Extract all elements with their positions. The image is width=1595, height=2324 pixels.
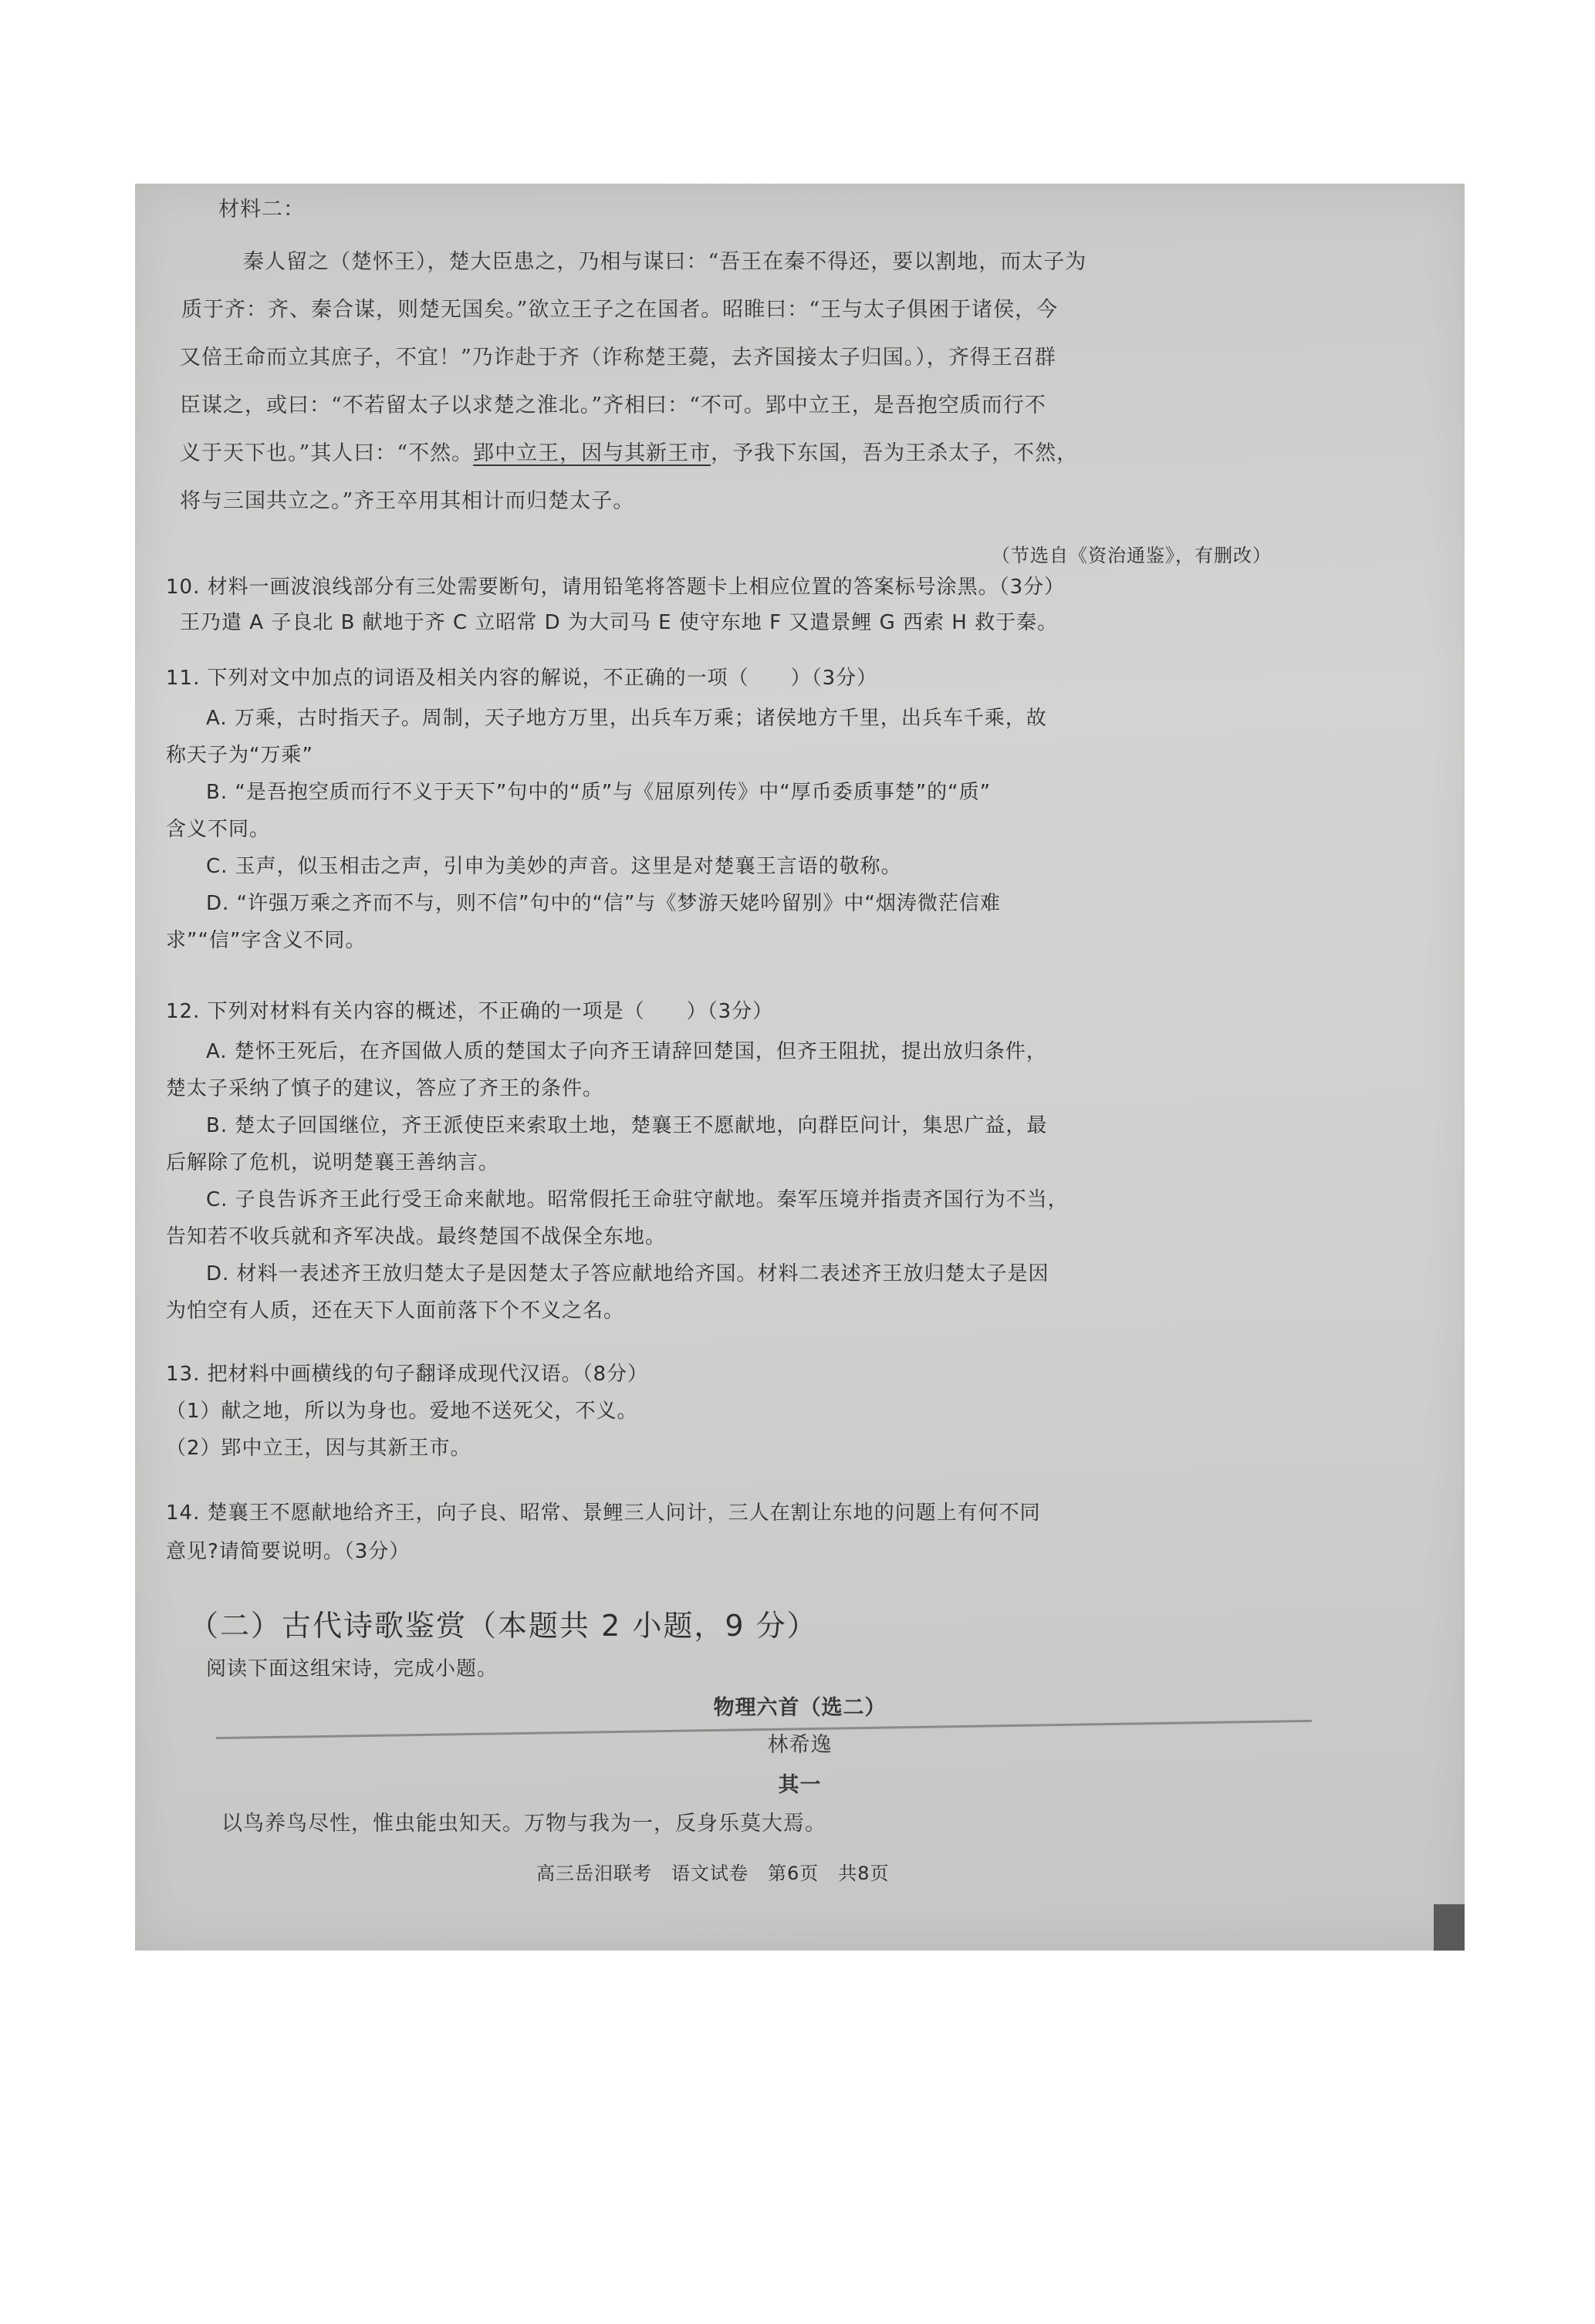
question-13-stem: 13. 把材料中画横线的句子翻译成现代汉语。（8分） — [166, 1363, 649, 1386]
poem-part: 其一 — [778, 1773, 822, 1797]
option-line: 楚太子采纳了慎子的建议，答应了齐王的条件。 — [166, 1077, 604, 1100]
option-line: 称天子为“万乘” — [166, 744, 313, 767]
exam-page — [135, 184, 1465, 1951]
option-line: 含义不同。 — [166, 818, 271, 841]
option-line: 告知若不收兵就和齐军决战。最终楚国不战保全东地。 — [166, 1225, 667, 1248]
table-edge — [1434, 1904, 1465, 1951]
question-11-stem: 11. 下列对文中加点的词语及相关内容的解说，不正确的一项（ ）（3分） — [166, 667, 878, 690]
material-line — [180, 443, 1078, 464]
material-line: 将与三国共立之。”齐王卒用其相计而归楚太子。 — [180, 489, 635, 513]
question-12-stem: 12. 下列对材料有关内容的概述，不正确的一项是（ ）（3分） — [166, 1000, 774, 1023]
material-line: 又倍王命而立其庶子，不宜！”乃诈赴于齐（诈称楚王薨，去齐国接太子归国。），齐得王召群 — [180, 346, 1056, 370]
material-line: 秦人留之（楚怀王），楚大臣患之，乃相与谋曰：“吾王在秦不得还，要以割地，而太子为 — [243, 250, 1087, 274]
page-footer: 高三岳汨联考 语文试卷 第6页 共8页 — [536, 1863, 890, 1884]
material-heading: 材料二： — [218, 198, 305, 221]
option-line: C. 子良告诉齐王此行受王命来献地。昭常假托王命驻守献地。秦军压境并指责齐国行为不当， — [206, 1188, 1069, 1211]
source-citation: （节选自《资治通鉴》，有删改） — [992, 545, 1272, 566]
option-line: C. 玉声，似玉相击之声，引申为美妙的声音。这里是对楚襄王言语的敬称。 — [206, 855, 902, 878]
poem-line: 以鸟养鸟尽性，惟虫能虫知天。万物与我为一，反身乐莫大焉。 — [221, 1812, 826, 1836]
option-line: 求”“信”字含义不同。 — [166, 929, 367, 952]
option-line: A. 楚怀王死后，在齐国做人质的楚国太子向齐王请辞回楚国，但齐王阻扰，提出放归条件， — [206, 1040, 1047, 1063]
section-instruction: 阅读下面这组宋诗，完成小题。 — [206, 1657, 498, 1681]
poem-title: 物理六首（选二） — [713, 1696, 887, 1720]
underlined-sentence: 郢中立王，因与其新王市 — [473, 441, 711, 465]
option-line: B. “是吾抱空质而行不义于天下”句中的“质”与《屈原列传》中“厚币委质事楚”的“质” — [206, 781, 992, 804]
material-text: 义于天下也。”其人曰：“不然。 — [180, 441, 474, 465]
question-10-text: 王乃遣 A 子良北 B 献地于齐 C 立昭常 D 为大司马 E 使守东地 F 又遣景鲤 G 西索 H 救于秦。 — [180, 611, 1059, 634]
translation-item: （1）献之地，所以为身也。爱地不送死父，不义。 — [166, 1400, 638, 1423]
question-10-stem: 10. 材料一画波浪线部分有三处需要断句，请用铅笔将答题卡上相应位置的答案标号涂黑。（3分） — [166, 576, 1066, 599]
option-line: D. 材料一表述齐王放归楚太子是因楚太子答应献地给齐国。材料二表述齐王放归楚太子是因 — [206, 1262, 1049, 1285]
option-line: 后解除了危机，说明楚襄王善纳言。 — [166, 1151, 500, 1174]
section-title: （二）古代诗歌鉴赏（本题共 2 小题，9 分） — [189, 1609, 818, 1643]
option-line: B. 楚太子回国继位，齐王派使臣来索取土地，楚襄王不愿献地，向群臣问计，集思广益，最 — [206, 1114, 1048, 1137]
translation-item: （2）郢中立王，因与其新王市。 — [166, 1437, 471, 1460]
option-line: D. “许强万乘之齐而不与，则不信”句中的“信”与《梦游天姥吟留别》中“烟涛微茫信难 — [206, 892, 1001, 915]
material-line: 臣谋之，或曰：“不若留太子以求楚之淮北。”齐相曰：“不可。郢中立王，是吾抱空质而行不 — [180, 394, 1046, 417]
option-line: A. 万乘，古时指天子。周制，天子地方万里，出兵车万乘；诸侯地方千里，出兵车千乘，故 — [206, 707, 1047, 730]
material-line: 质于齐：齐、秦合谋，则楚无国矣。”欲立王子之在国者。昭睢曰：“王与太子俱困于诸侯，今 — [181, 298, 1059, 322]
question-14-stem-cont: 意见?请简要说明。（3分） — [166, 1540, 411, 1563]
material-text: ，予我下东国，吾为王杀太子，不然， — [711, 441, 1079, 465]
question-14-stem: 14. 楚襄王不愿献地给齐王，向子良、昭常、景鲤三人问计，三人在割让东地的问题上有何不同 — [166, 1501, 1041, 1525]
poem-author: 林希逸 — [767, 1733, 833, 1757]
option-line: 为怕空有人质，还在天下人面前落下个不义之名。 — [166, 1299, 625, 1322]
